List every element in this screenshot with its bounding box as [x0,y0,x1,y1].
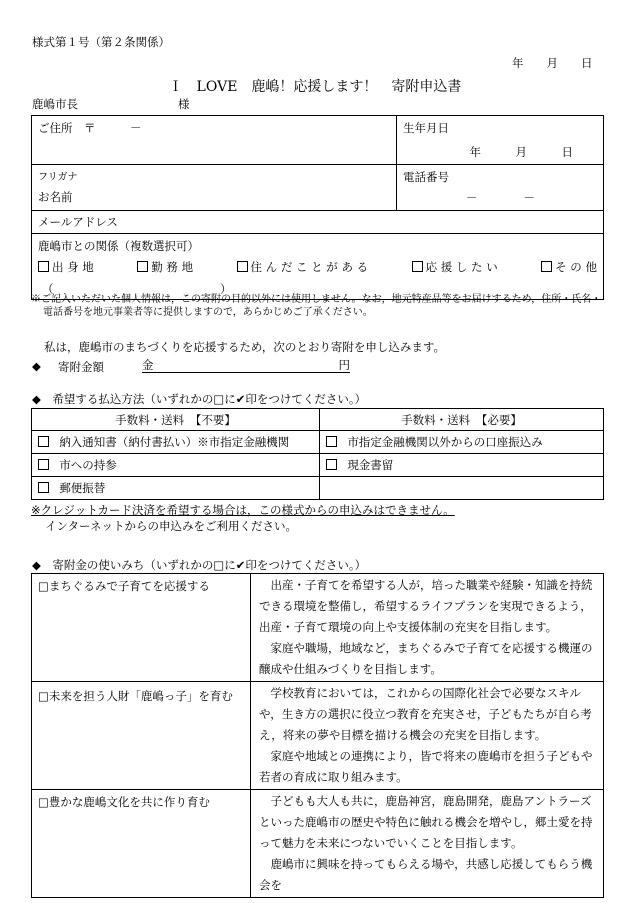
amount-input[interactable] [142,357,350,373]
checkbox[interactable] [237,261,248,272]
checkbox[interactable] [326,459,337,470]
usage-description: 出産・子育てを希望する人が，培った職業や経験・知識を持続できる環境を整備し，希望するライフプランを実現できるよう，出産・子育て環境の向上や支援体制の充実を目指します。 家庭や職場，地域など，まちぐるみで子育てを応援する機運の醸成や仕組みづくりを目指します。 [251,574,604,682]
name-field[interactable] [32,165,397,211]
relation-option-support[interactable]: 応 援 し た い [412,259,498,275]
addressee-honorific: 様 [178,97,190,111]
payment-option[interactable]: 現金書留 [320,454,604,477]
payment-option[interactable]: 市への持参 [32,454,320,477]
date-line: 年 月 日 [512,56,593,70]
phone-field[interactable] [397,165,604,211]
payment-table [31,408,604,500]
usage-table [31,573,604,898]
usage-option-culture[interactable]: □豊かな鹿嶋文化を共に作り育む [32,790,251,898]
relation-options [38,259,597,275]
checkbox[interactable] [137,261,148,272]
payment-header-free: 手数料・送料 【不要】 [32,409,320,431]
relation-option-workplace[interactable]: 勤 務 地 [137,259,193,275]
amount-suffix: 円 [338,358,350,372]
relation-option-birthplace[interactable]: 出 身 地 [38,259,94,275]
checkbox[interactable] [541,261,552,272]
phone-label: 電話番号 [403,170,449,184]
payment-option[interactable]: 郵便振替 [32,477,320,500]
usage-option-education[interactable]: □未来を担う人財「鹿嶋っ子」を育む [32,682,251,790]
relation-option-lived[interactable]: 住 ん だ こ と が あ る [237,259,369,275]
birthdate-field[interactable] [397,116,604,165]
email-label: メールアドレス [38,215,118,229]
form-number: 様式第１号（第２条関係） [32,35,170,49]
email-field[interactable] [32,211,604,234]
other-input[interactable]: （ ） [42,282,232,296]
checkbox[interactable] [326,436,337,447]
relation-label: 鹿嶋市との関係（複数選択可） [38,239,199,253]
intro-text: 私は，鹿嶋市のまちづくりを応援するため，次のとおり寄附を申し込みます。 [44,340,446,354]
privacy-note-line2: 電話番号を地元事業者等に提供しますので，あらかじめご了承ください。 [43,307,373,318]
page-title: Ｉ LOVE 鹿嶋！応援します！ 寄附申込書 [168,79,462,95]
credit-note-line1: ※クレジットカード決済を希望する場合は，この様式からの申込みはできません。 [31,503,455,517]
usage-description: 学校教育においては，これからの国際化社会で必要なスキルや，生き方の選択に役立つ教育を充実させ，子どもたちが自ら考え，将来の夢や目標を描ける機会の充実を目指します。 家庭や地域との連携により，皆で将来の鹿嶋市を担う子どもや若者の育成に取り組みます。 [251,682,604,790]
furigana-label: フリガナ [38,172,78,183]
amount-marker: ◆ [32,359,41,373]
payment-option[interactable]: 納入通知書（納付書払い）※市指定金融機関 [32,431,320,454]
payment-option[interactable]: 市指定金融機関以外からの口座振込み [320,431,604,454]
credit-note-line2: インターネットからの申込みをご利用ください。 [45,519,297,533]
amount-prefix: 金 [142,358,154,372]
applicant-form [31,115,604,300]
relation-option-other[interactable]: そ の 他 [541,259,597,275]
address-field[interactable] [32,116,397,165]
birthdate-label: 生年月日 [403,121,449,135]
amount-label: 寄附金額 [58,360,104,374]
payment-header-paid: 手数料・送料 【必要】 [320,409,604,431]
privacy-note-line1: ※ご記入いただいた個人情報は，この寄附の目的以外には使用しません。なお，地元特産品等をお届けするため，住所・氏名・ [31,294,602,305]
usage-heading: ◆ 寄附金の使いみち（いずれかの□に✔印をつけてください。） [32,558,367,572]
name-label: お名前 [38,190,73,204]
checkbox[interactable] [38,482,49,493]
address-label: ご住所 〒 － [38,121,142,135]
checkbox[interactable] [38,459,49,470]
phone-dashes: － － [466,191,535,205]
birthdate-ymd: 年 月 日 [469,145,573,159]
usage-option-childcare[interactable]: □まちぐるみで子育てを応援する [32,574,251,682]
payment-heading: ◆ 希望する払込方法（いずれかの□に✔印をつけてください。） [32,392,367,406]
usage-description: 子どもも大人も共に，鹿島神宮，鹿島開発，鹿島アントラーズといった鹿嶋市の歴史や特色に触れる機会を増やし，郷土愛を持って魅力を未来につないでいくことを目指します。 鹿嶋市に興味を持ってもらえる場や，共感し応援してもらう機会を [251,790,604,898]
checkbox[interactable] [412,261,423,272]
checkbox[interactable] [38,436,49,447]
checkbox[interactable] [38,261,49,272]
payment-empty-cell [320,477,604,500]
addressee: 鹿嶋市長 [32,97,78,111]
